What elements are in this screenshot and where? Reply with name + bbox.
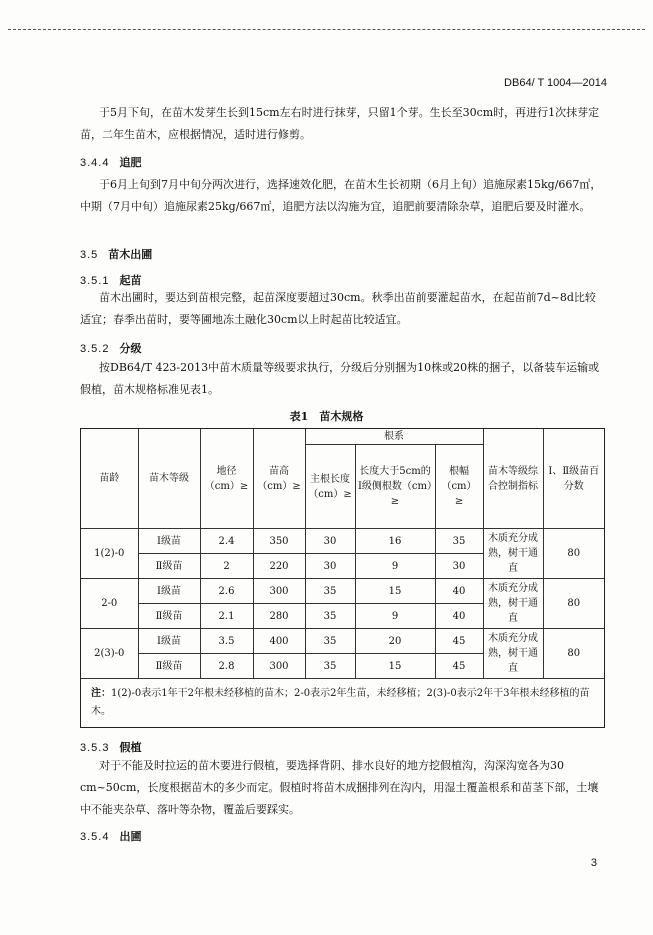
control-index-cell: 木质充分成熟，树干通直 [483,529,543,579]
diameter-cell: 2.8 [200,654,253,679]
diameter-cell: 2.1 [200,604,253,629]
seedling-spec-table [80,428,605,728]
heading-title: 分级 [119,342,142,355]
root-width-cell: 30 [435,554,483,579]
main-root-cell: 35 [305,629,355,654]
paragraph-fertilizing: 于6月上旬到7月中旬分两次进行，选择速效化肥，在苗木生长初期（6月上旬）追施尿素15kg/667㎡，中期（7月中旬）追施尿素25kg/667㎡，追肥方法以沟施为宜，追肥前要清除杂草，追肥后要及时灌水。 [80,178,602,213]
age-cell: 1(2)-0 [81,529,138,579]
percent-cell: 80 [543,579,604,629]
main-root-cell: 35 [305,654,355,679]
grade-cell: Ⅱ级苗 [138,654,200,679]
lateral-roots-cell: 9 [355,604,435,629]
root-width-cell: 35 [435,529,483,554]
heading-3-5 [80,246,152,262]
height-cell: 220 [253,554,305,579]
paragraph-lifting: 苗木出圃时，要达到苗根完整，起苗深度要超过30cm。秋季出苗前要灌起苗水，在起苗前7d~8d比较适宜；春季出苗时，要等圃地冻土融化30cm以上时起苗比较适宜。 [80,291,596,326]
lateral-roots-cell: 9 [355,554,435,579]
paragraph-heeling-in: 对于不能及时拉运的苗木要进行假植，要选择背阴、排水良好的地方挖假植沟，沟深沟宽各为30 cm~50cm，长度根据苗木的多少而定。假植时将苗木成捆排列在沟内，用湿土覆盖根系和苗茎下部，土壤中不能夹杂草、落叶等杂物，覆盖后要踩实。 [80,759,599,816]
heading-title: 出圃 [119,830,142,843]
header-grade: 苗木等级 [138,429,200,529]
document-number: DB64/ T 1004—2014 [504,77,607,89]
header-lateral-roots: 长度大于5cm的Ⅰ级侧根数（cm）≥ [355,445,435,529]
heading-number: 3.4.4 [80,157,110,169]
table-row [81,579,604,604]
header-main-root-length: 主根长度（cm）≥ [305,445,355,529]
root-width-cell: 45 [435,629,483,654]
root-width-cell: 40 [435,604,483,629]
heading-3-5-4 [80,828,141,844]
heading-3-5-2 [80,340,141,356]
heading-number: 3.5.1 [80,275,110,287]
main-root-cell: 30 [305,529,355,554]
header-height: 苗高（cm）≥ [253,429,305,529]
heading-number: 3.5.4 [80,831,110,843]
page-number: 3 [590,857,597,869]
heading-title: 追肥 [119,156,142,169]
heading-3-5-3 [80,739,141,755]
header-percent: Ⅰ、Ⅱ级苗百分数 [543,429,604,529]
height-cell: 350 [253,529,305,554]
grade-cell: Ⅱ级苗 [138,554,200,579]
heading-title: 假植 [119,741,142,754]
lateral-roots-cell: 16 [355,529,435,554]
root-width-cell: 45 [435,654,483,679]
header-root-width: 根幅（cm）≥ [435,445,483,529]
grade-cell: Ⅱ级苗 [138,604,200,629]
diameter-cell: 2.6 [200,579,253,604]
percent-cell: 80 [543,529,604,579]
top-dashed-rule [8,29,645,30]
heading-title: 起苗 [119,274,142,287]
note-text: 1(2)-0表示1年干2年根未经移植的苗木；2-0表示2年生苗，未经移植；2(3)-0表示2年干3年根未经移植的苗木。 [91,688,590,717]
height-cell: 300 [253,654,305,679]
table-row [81,629,604,654]
lateral-roots-cell: 15 [355,579,435,604]
age-cell: 2(3)-0 [81,629,138,679]
header-age: 苗龄 [81,429,138,529]
note-label: 注： [91,688,111,699]
grade-cell: Ⅰ级苗 [138,529,200,554]
root-width-cell: 40 [435,579,483,604]
diameter-cell: 3.5 [200,629,253,654]
height-cell: 300 [253,579,305,604]
paragraph-grading: 按DB64/T 423-2013中苗木质量等级要求执行，分级后分别捆为10株或20株的捆子，以备装车运输或假植，苗木规格标准见表1。 [80,361,600,396]
control-index-cell: 木质充分成熟，树干通直 [483,579,543,629]
height-cell: 280 [253,604,305,629]
lateral-roots-cell: 20 [355,629,435,654]
table-row [81,529,604,554]
main-root-cell: 30 [305,554,355,579]
height-cell: 400 [253,629,305,654]
control-index-cell: 木质充分成熟，树干通直 [483,629,543,679]
heading-number: 3.5.2 [80,343,110,355]
main-root-cell: 35 [305,579,355,604]
lateral-roots-cell: 15 [355,654,435,679]
diameter-cell: 2 [200,554,253,579]
header-root-system: 根系 [305,429,483,445]
main-root-cell: 35 [305,604,355,629]
table-note [91,685,596,721]
paragraph-thinning: 于5月下旬，在苗木发芽生长到15cm左右时进行抹芽，只留1个芽。生长至30cm时，再进行1次抹芽定苗，二年生苗木，应根据情况，适时进行修剪。 [80,106,600,141]
header-control-index: 苗木等级综合控制指标 [483,429,543,529]
heading-title: 苗木出圃 [108,248,153,261]
grade-cell: Ⅰ级苗 [138,579,200,604]
header-diameter: 地径（cm）≥ [200,429,253,529]
heading-3-4-4 [80,154,141,170]
table-caption: 表1 苗木规格 [289,410,364,423]
percent-cell: 80 [543,629,604,679]
heading-number: 3.5 [80,249,99,261]
age-cell: 2-0 [81,579,138,629]
grade-cell: Ⅰ级苗 [138,629,200,654]
heading-number: 3.5.3 [80,742,110,754]
heading-3-5-1 [80,272,141,288]
diameter-cell: 2.4 [200,529,253,554]
